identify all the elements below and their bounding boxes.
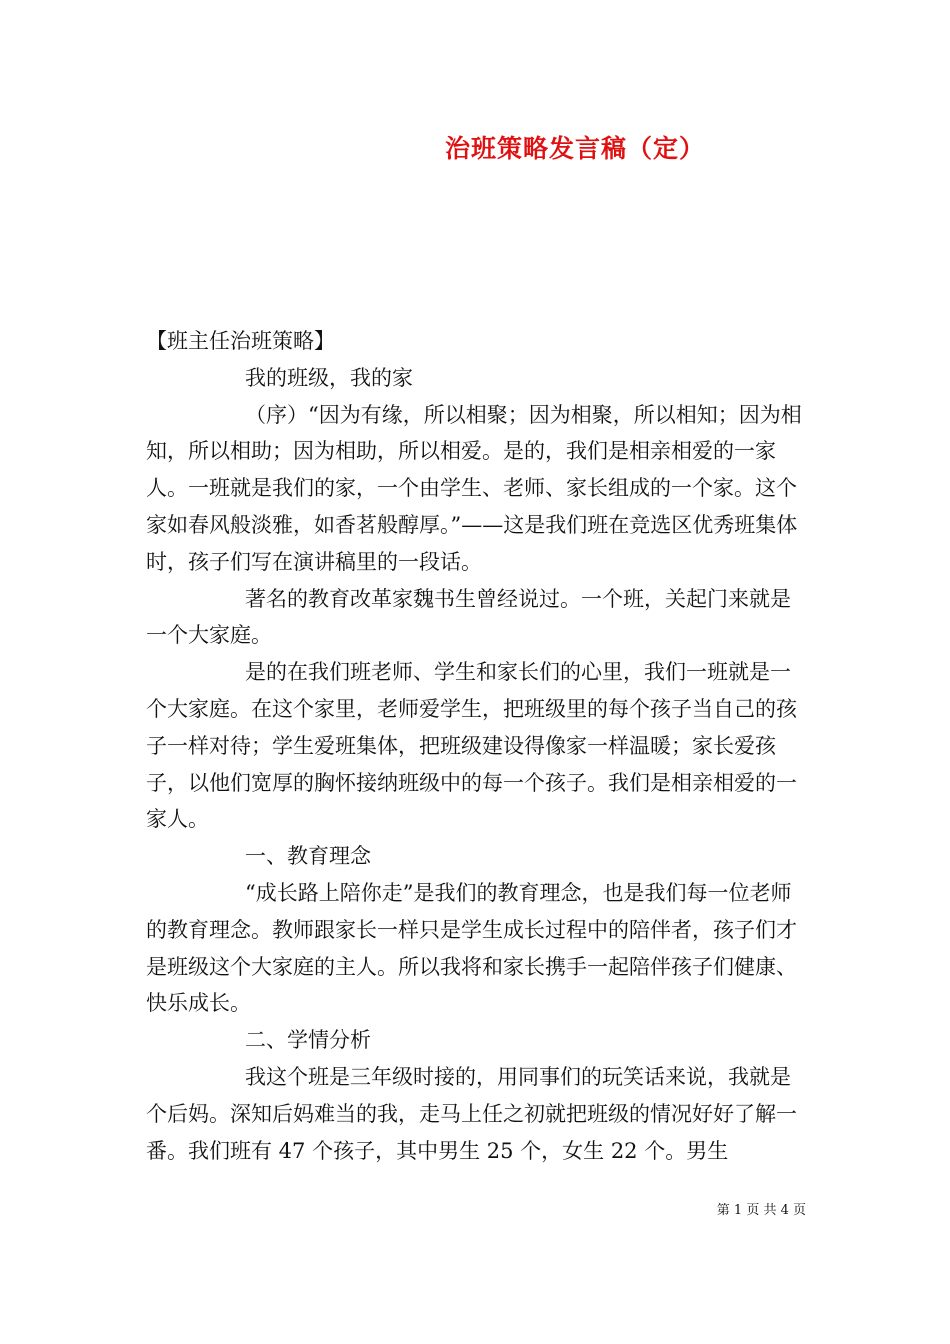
paragraph: （序）“因为有缘，所以相聚；因为相聚，所以相知；因为相知，所以相助；因为相助，所以相爱。是的，我们是相亲相爱的一家人。一班就是我们的家，一个由学生、老师、家长组成的一个家。这个家如春风般淡雅，如香茗般醇厚。”——这是我们班在竞选区优秀班集体时，孩子们写在演讲稿里的一段话。	[146, 402, 802, 574]
page-title: 治班策略发言稿（定）	[444, 134, 705, 163]
section-heading: 二、学情分析	[245, 1028, 371, 1053]
document-body	[146, 323, 810, 1169]
section-heading: 一、教育理念	[245, 844, 371, 869]
paragraph: 我这个班是三年级时接的，用同事们的玩笑话来说，我就是个后妈。深知后妈难当的我，走马上任之初就把班级的情况好好了解一番。我们班有 47 个孩子，其中男生 25 个，女生 22 个。男生	[146, 1064, 797, 1163]
paragraph: “成长路上陪你走”是我们的教育理念，也是我们每一位老师的教育理念。教师跟家长一样只是学生成长过程中的陪伴者，孩子们才是班级这个大家庭的主人。所以我将和家长携手一起陪伴孩子们健康、快乐成长。	[146, 880, 797, 1016]
paragraph: 著名的教育改革家魏书生曾经说过。一个班，关起门来就是一个大家庭。	[146, 586, 791, 648]
page-indicator: 第 1 页 共 4 页	[716, 1203, 806, 1218]
paragraph: 是的在我们班老师、学生和家长们的心里，我们一班就是一个大家庭。在这个家里，老师爱学生，把班级里的每个孩子当自己的孩子一样对待；学生爱班集体，把班级建设得像家一样温暖；家长爱孩子，以他们宽厚的胸怀接纳班级中的每一个孩子。我们是相亲相爱的一家人。	[146, 660, 797, 832]
section-heading: 【班主任治班策略】	[146, 329, 335, 353]
subtitle: 我的班级，我的家	[245, 365, 413, 390]
